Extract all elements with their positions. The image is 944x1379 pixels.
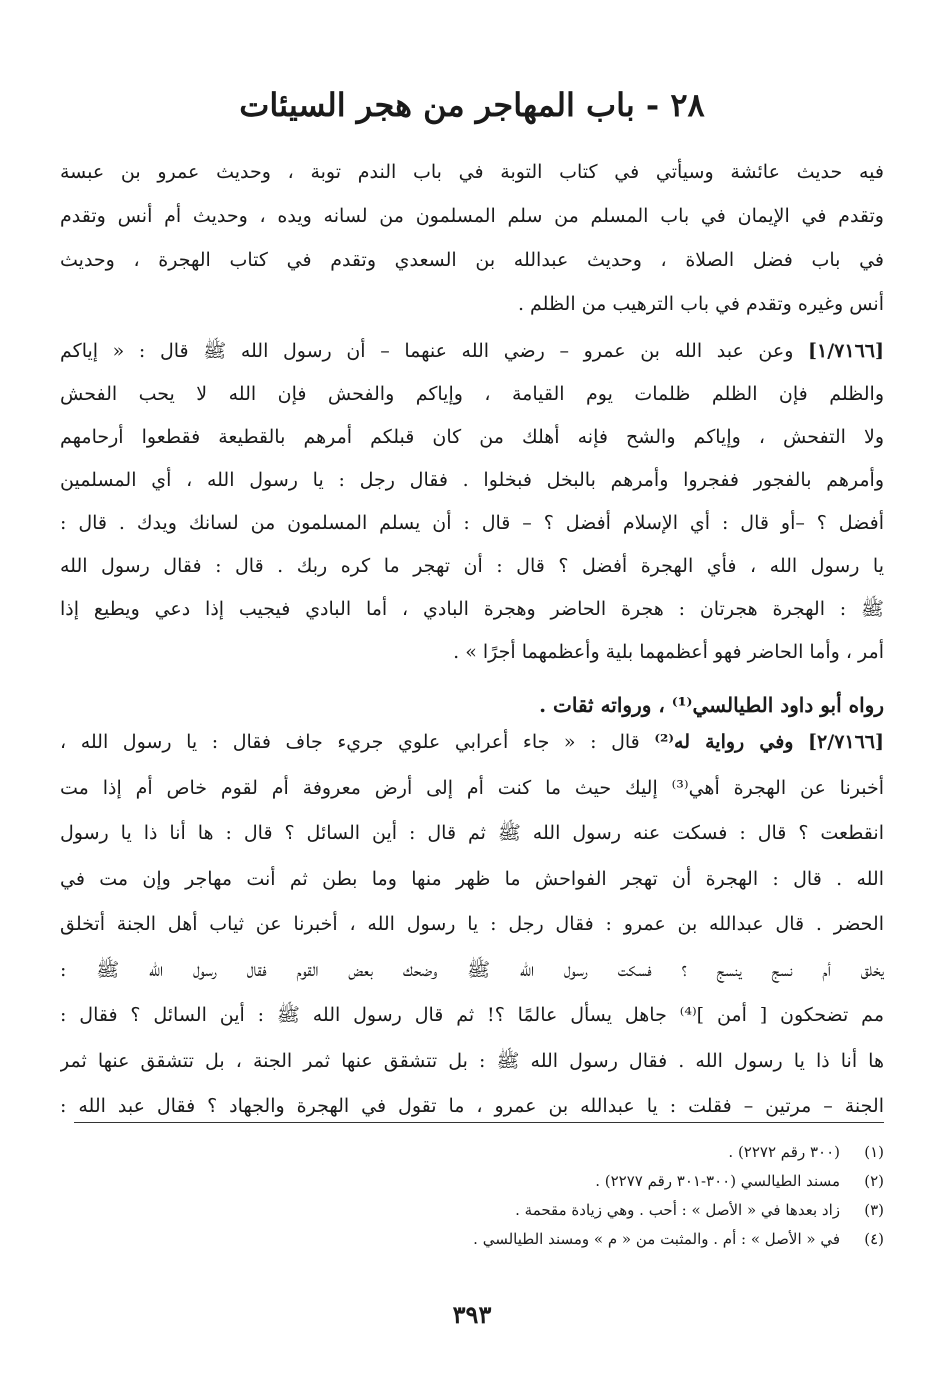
footnote-number: (٤) (864, 1230, 884, 1248)
hadith-1-text: وعن عبد الله بن عمرو – رضي الله عنهما – أن رسول الله ﷺ قال : « إياكم (60, 340, 794, 362)
hadith-2-line (60, 720, 884, 766)
hadith-1-line: وأمرهم بالفجور ففجروا وأمرهم بالبخل فبخلوا . فقال رجل : يا رسول الله ، أي المسلمين (60, 469, 884, 491)
hadith-2-line: مم تضحكون [ أمن ]⁽⁴⁾ جاهل يسأل عالمًا ؟! ثم قال رسول الله ﷺ : أين السائل ؟ فقال : (60, 1004, 884, 1026)
intro-line: أنس وغيره وتقدم في باب الترهيب من الظلم . (517, 293, 884, 315)
hadith-1-line: أفضل ؟ –أو قال : أي الإسلام أفضل ؟ – قال : أن يسلم المسلمون من لسانك ويدك . قال : (60, 512, 884, 534)
narration-text: رواه أبو داود الطيالسي⁽¹⁾ ، ورواته ثقات . (539, 693, 884, 717)
hadith-2-line: ها أنا ذا يا رسول الله . فقال رسول الله ﷺ : بل تتشقق عنها ثمر الجنة ، بل تتشقق عنها ثمر (60, 1049, 884, 1072)
hadith-1-line: ﷺ : الهجرة هجرتان : هجرة الحاضر وهجرة البادي ، أما البادي فيجيب إذا دعي ويطيع إذا (60, 598, 884, 620)
hadith-1-paragraph (60, 330, 884, 674)
narration-line (60, 685, 884, 725)
intro-line: وتقدم في الإيمان في باب المسلم من سلم المسلمون من لسانه ويده ، وحديث أم أنس وتقدم (60, 205, 884, 227)
footnote-text: في « الأصل » : أم . والمثبت من « م » ومسند الطيالسي . (473, 1230, 840, 1248)
intro-line: فيه حديث عائشة وسيأتي في كتاب التوبة في باب الندم توبة ، وحديث عمرو بن عبسة (60, 161, 884, 183)
hadith-2-line: يخلق أم نسج ينسج ؟ فسكت رسول الله ﷺ وضحك بعض القوم فقال رسول الله ﷺ : (60, 958, 884, 981)
hadith-1-line: والظلم فإن الظلم ظلمات يوم القيامة ، وإياكم والفحش فإن الله لا يحب الفحش (60, 383, 884, 405)
footnote-item (60, 1167, 884, 1196)
intro-paragraph (60, 150, 884, 326)
page-number: ٣٩٣ (452, 1300, 492, 1329)
footnote-text: (٣٠٠ رقم ٢٢٧٢) . (728, 1143, 840, 1161)
footnote-divider (74, 1122, 884, 1123)
hadith-1-line: ولا التفحش ، وإياكم والشح فإنه أهلك من كان قبلكم أمرهم بالقطيعة فقطعوا أرحامهم (60, 426, 884, 448)
hadith-2-text: قال : « جاء أعرابي علوي جريء جاف فقال : يا رسول الله ، (60, 731, 640, 753)
hadith-1-line: يا رسول الله ، فأي الهجرة أفضل ؟ قال : أن تهجر ما كره ربك . قال : فقال رسول الله (60, 555, 884, 577)
footnote-text: مسند الطيالسي (٣٠٠-٣٠١ رقم ٢٢٧٧) . (595, 1172, 840, 1190)
intro-line: في باب فضل الصلاة ، وحديث عبدالله بن السعدي وتقدم في كتاب الهجرة ، وحديث (60, 249, 884, 271)
footnote-item (60, 1196, 884, 1225)
hadith-1-number: [١/٧١٦٦] (808, 340, 884, 362)
hadith-2-line: الحضر . قال عبدالله بن عمرو : فقال رجل : يا رسول الله ، أخبرنا عن ثياب أهل الجنة أتخلق (60, 913, 884, 935)
hadith-1-line (60, 330, 884, 373)
hadith-2-line: انقطعت ؟ قال : فسكت عنه رسول الله ﷺ ثم قال : أين السائل ؟ قال : ها أنا ذا يا رسول (60, 822, 884, 844)
chapter-title: ٢٨ - باب المهاجر من هجر السيئات (239, 86, 705, 124)
hadith-2-line: الجنة – مرتين – فقلت : يا عبدالله بن عمرو ، ما تقول في الهجرة والجهاد ؟ فقال عبد الله : (60, 1095, 884, 1117)
footnote-number: (٢) (864, 1172, 884, 1190)
hadith-1-line: أمر ، وأما الحاضر فهو أعظمهما بلية وأعظمهما أجرًا » . (453, 641, 884, 663)
footnote-item (60, 1138, 884, 1167)
hadith-2-line: أخبرنا عن الهجرة أهي⁽³⁾ إليك حيث ما كنت أم إلى أرض معروفة أم لقوم خاص أم إذا مت (60, 776, 884, 799)
footnote-text: زاد بعدها في « الأصل » : أحب . وهي زيادة مقحمة . (515, 1201, 840, 1219)
footnotes-list (60, 1138, 884, 1254)
footnote-item (60, 1225, 884, 1254)
footnote-number: (٣) (864, 1201, 884, 1219)
hadith-2-line: الله . قال : الهجرة أن تهجر الفواحش ما ظهر منها وما بطن ثم أنت مهاجر وإن مت في (60, 867, 884, 890)
hadith-2-intro: وفي رواية له⁽²⁾ (654, 731, 794, 753)
hadith-2-number: [٢/٧١٦٦] (808, 731, 884, 753)
footnote-number: (١) (864, 1143, 884, 1161)
hadith-2-paragraph (60, 720, 884, 1130)
